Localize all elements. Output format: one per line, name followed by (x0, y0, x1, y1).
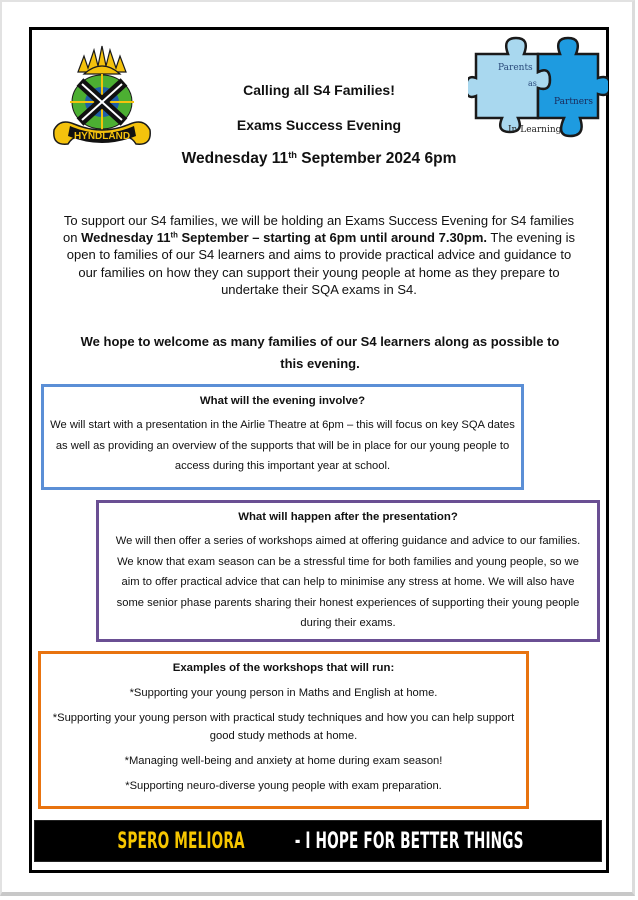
puzzle-word-parents: Parents (498, 63, 533, 73)
workshop-item: *Managing well-being and anxiety at home during exam season! (124, 755, 443, 767)
intro-text-1: To support our S4 families, we will be holding an Exams Success Evening for S4 families on (63, 213, 575, 246)
puzzle-word-as: as (528, 79, 537, 88)
welcome-statement: We hope to welcome as many families of our S4 learners along as possible to this evening. (80, 334, 560, 371)
intro-date-bold (81, 230, 487, 245)
intro-bold-prefix: Wednesday 11 (81, 230, 171, 246)
date-ordinal: th (288, 149, 297, 160)
crest-text: HYNDLAND (73, 131, 131, 142)
puzzle-word-in-learning: In Learning (508, 125, 562, 135)
motto-text (99, 821, 556, 861)
workshop-item: *Supporting your young person with practical study techniques and how you can help support good study methods at home. (52, 712, 515, 742)
date-prefix: Wednesday 11 (181, 150, 289, 167)
after-presentation-body: We will then offer a series of workshops aimed at offering guidance and advice to our families. We know that exam season can be a stressful time for both families and young people, so we aim to offer practical advice that can help to minimise any stress at home. We will also have some senior phase parents sharing their honest experiences of supporting their young people during their exams. (115, 535, 581, 629)
after-presentation-box (96, 500, 600, 642)
evening-involve-body: We will start with a presentation in the Airlie Theatre at 6pm – this will focus on key SQA dates as well as providing an overview of the supports that will be in place for our young people to access during this important year at school. (50, 419, 515, 472)
evening-involve-box (41, 384, 524, 490)
workshops-heading: Examples of the workshops that will run: (172, 662, 395, 674)
workshops-box (38, 651, 529, 809)
workshop-item: *Supporting your young person in Maths and English at home. (129, 687, 438, 699)
intro-bold-suffix: September – starting at 6pm until around 7.30pm. (177, 230, 488, 246)
title-calling-families: Calling all S4 Families! (243, 82, 395, 98)
intro-bold-ordinal: th (170, 230, 178, 240)
hyndland-crest-icon (40, 38, 164, 158)
motto-banner (34, 820, 602, 862)
intro-text-2: The evening is open to families of our S4 learners and aims to provide practical advice and guidance to our families on how they can support their young people at home as they prepare to undertake their SQA exams in S4. (66, 230, 575, 297)
date-suffix: September 2024 6pm (296, 150, 457, 167)
workshop-item: *Supporting neuro-diverse young people with exam preparation. (125, 780, 442, 792)
evening-involve-heading: What will the evening involve? (199, 395, 366, 407)
after-presentation-heading: What will happen after the presentation? (238, 511, 458, 523)
title-event-name: Exams Success Evening (236, 117, 402, 133)
title-event-date (0, 150, 638, 168)
motto-english: - I HOPE FOR BETTER THINGS (294, 828, 524, 854)
intro-paragraph (58, 212, 580, 298)
puzzle-word-partners: Partners (554, 97, 593, 107)
motto-latin: SPERO MELIORA (117, 828, 245, 854)
